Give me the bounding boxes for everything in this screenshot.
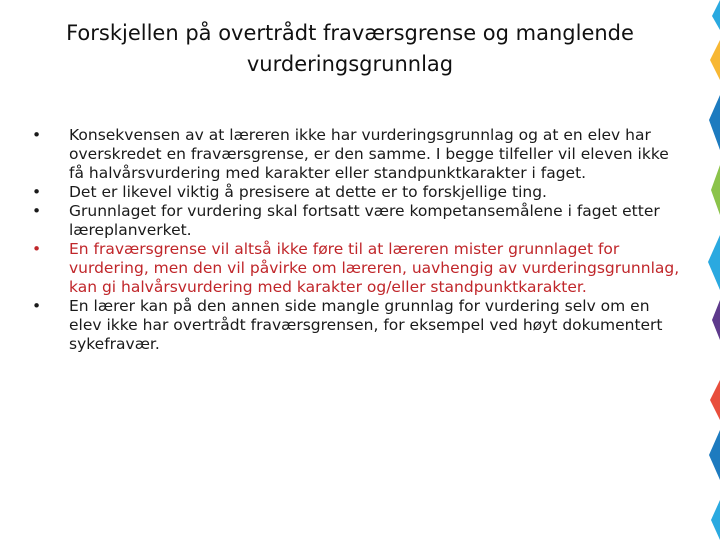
bullet-item-1: [28, 126, 684, 183]
deco-shape-9: [711, 500, 720, 540]
bullet-item-4: [28, 240, 684, 297]
slide-title: [30, 18, 670, 80]
decorative-edge-shapes: [706, 0, 720, 540]
bullet-item-3: [28, 202, 684, 240]
slide-title-line-2: vurderingsgrunnlag: [246, 52, 454, 76]
bullet-text: En lærer kan på den annen side mangle grunnlag for vurdering selv om en elev ikke har overtrådt fraværsgrensen, for eksempel ved høyt dokumentert sykefravær.: [69, 297, 663, 353]
bullet-text: En fraværsgrense vil altså ikke føre til at læreren mister grunnlaget for vurdering, men den vil påvirke om læreren, uavhengig av vurderingsgrunnlag, kan gi halvårsvurdering med karakter og/eller standpunktkarakter.: [69, 240, 680, 296]
deco-shape-1: [712, 0, 720, 30]
bullet-list: [28, 126, 684, 354]
deco-shape-6: [712, 300, 720, 340]
slide-title-line-1: Forskjellen på overtrådt fraværsgrense og manglende: [66, 21, 634, 45]
deco-shape-2: [710, 40, 720, 80]
bullet-dot: •: [32, 126, 42, 144]
bullet-dot: •: [32, 202, 42, 220]
bullet-text: Det er likevel viktig å presisere at dette er to forskjellige ting.: [69, 183, 547, 201]
bullet-item-5: [28, 297, 684, 354]
deco-shape-7: [710, 380, 720, 420]
bullet-text: Konsekvensen av at læreren ikke har vurderingsgrunnlag og at en elev har overskredet en fraværsgrense, er den samme. I begge tilfeller vil eleven ikke få halvårsvurdering med karakter eller standpunktkarakter i faget.: [69, 126, 669, 182]
bullet-dot: •: [32, 297, 42, 315]
bullet-dot: •: [32, 183, 42, 201]
deco-shape-5: [708, 235, 720, 290]
bullet-text: Grunnlaget for vurdering skal fortsatt være kompetansemålene i faget etter læreplanverket.: [69, 202, 660, 239]
bullet-dot: •: [32, 240, 42, 258]
deco-shape-4: [711, 165, 720, 215]
deco-shape-3: [709, 95, 720, 150]
deco-shape-8: [709, 430, 720, 480]
bullet-item-2: [28, 183, 684, 202]
